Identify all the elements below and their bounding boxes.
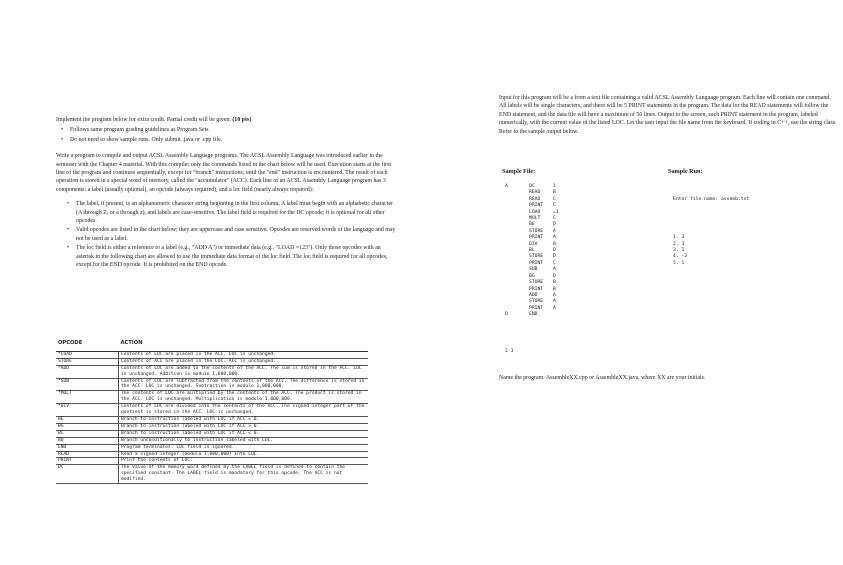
sample-file-arg: B — [553, 241, 556, 247]
sample-file-op: BE — [529, 222, 535, 228]
table-row — [56, 378, 368, 391]
opcode-cell: READ — [56, 451, 119, 458]
table-row — [56, 416, 368, 423]
sample-file-arg: C — [553, 203, 556, 209]
sample-file-op: PRINT — [529, 235, 544, 241]
points-label: (10 pts) — [232, 117, 252, 123]
table-row — [56, 430, 368, 437]
opcode-cell: BE — [56, 416, 119, 423]
opcode-table-body — [56, 351, 368, 483]
sample-file-op: READ — [529, 190, 541, 196]
opcode-cell: BU — [56, 437, 119, 444]
sample-file-heading: Sample File: — [502, 168, 536, 175]
sample-run-output-line: 5. 1 — [673, 260, 685, 266]
intro-bullet-1: • Follows same program grading guidelines as Program Sets — [56, 126, 396, 134]
sample-file-op: SUB — [529, 267, 538, 273]
sample-file-data — [505, 349, 513, 356]
table-row — [56, 451, 368, 458]
sample-run-heading: Sample Run: — [668, 168, 703, 175]
opcode-cell: BG — [56, 423, 119, 430]
table-row — [56, 358, 368, 365]
table-row — [56, 351, 368, 358]
sample-file-op: STORE — [529, 228, 544, 234]
table-row — [56, 458, 368, 465]
opcode-cell: DC — [56, 465, 119, 484]
action-cell: The contents of LOC are multiplied by the contents of the ACC. The product is stored in the ACC. LOC is unchanged. Multiplication is modulo 1,000,000. — [119, 391, 369, 404]
sample-file-op: PRINT — [529, 203, 544, 209]
sample-file-arg — [553, 312, 573, 318]
action-cell: Read a signed integer (modulo 1,000,000) into LOC. — [119, 451, 369, 458]
sample-file-op: BL — [529, 248, 535, 254]
data-line: 2 3 — [505, 349, 514, 354]
sample-file-arg: A — [553, 305, 556, 311]
sample-file-arg: A — [553, 267, 556, 273]
sample-run-output-line: 2. 3 — [673, 241, 685, 247]
left-column — [56, 116, 396, 271]
table-row — [56, 444, 368, 451]
sample-file-arg: 1 — [553, 184, 556, 189]
action-header: ACTION — [119, 339, 369, 351]
table-row — [56, 404, 368, 417]
sample-file-op: BG — [529, 273, 535, 279]
sample-file-op: END — [529, 312, 538, 318]
sample-run-output-line: 4. -2 — [673, 254, 688, 260]
label-bullet: • The label, if present, is an alphanumeric character string beginning in the first column. A label must begin with an alphabetic character (A through Z, or a through z), and labels are case-sensitive. The label field is required for the DC opcode; it is optional for all other opcodes. — [56, 200, 396, 225]
action-cell: Branch to instruction labeled with LOC if ACC < 0. — [119, 430, 369, 437]
action-cell: Branch unconditionally to instruction labeled with LOC. — [119, 437, 369, 444]
action-cell: Contents of LOC are divided into the contents of the ACC. The signed integer part of the quotient is stored in the ACC. LOC is unchanged. — [119, 404, 369, 417]
opcode-cell: PRINT — [56, 458, 119, 465]
action-cell: Contents of LOC are placed in the ACC. LOC is unchanged. — [119, 351, 369, 358]
sample-file-arg: D — [553, 222, 556, 228]
opcode-cell: *SUB — [56, 378, 119, 391]
sample-file-op: PRINT — [529, 260, 544, 266]
action-cell: The value of the memory word defined by the LABEL field is defined to contain the specified constant. The LABEL field is mandatory for this opcode. The ACC is not modified. — [119, 465, 369, 484]
table-row — [56, 365, 368, 378]
sample-run-output-line: 1. 3 — [673, 235, 685, 241]
sample-file-arg: D — [553, 248, 556, 254]
sample-file-op: MULT — [529, 216, 541, 222]
sample-run-prompt: Enter file name: assemb.txt — [673, 196, 750, 202]
sample-file-arg: C — [553, 196, 556, 202]
sample-file-op: READ — [529, 196, 541, 202]
input-description: Input for this program will be a from a text file containing a valid ACSL Assembly Language program. Each line will contain one command. All labels will be single characters, and there will be 5 PRINT statements in the program. The data for the READ statements will follow the END statement, and the data file will have a maximum of 50 lines. Output to the screen, each PRINT statement in the program, labeled numerically, with the current value of the listed LOC. Let the user input the file name from the keyboard. If coding in C++, use the string class. Refer to the sample output below. — [499, 95, 837, 135]
opcode-header: OPCODE — [56, 339, 119, 351]
action-cell: Branch to instruction labeled with LOC if ACC = 0. — [119, 416, 369, 423]
action-cell: Contents of LOC are subtracted from the contents of the ACC. The difference is stored in the ACC. LOC is unchanged. Subtraction is modulo 1,000,000. — [119, 378, 369, 391]
description-paragraph: Write a program to compile and output ACSL Assembly Language programs. The ACSL Assembly Language was introduced earlier in the semester with the Chapter 4 material. With this compiler only the commands listed in the chart below will be used. Execution starts at the first line of the program and continues sequentially, except for "branch" instructions, until the "end" instruction is encountered. The result of each operation is stored in a special word of memory, called the "accumulator" (ACC). Each line of an ACSL Assembly Language program has 3 components: a label (usually optional), an opcode (always required), and a loc field (nearly always required): — [56, 153, 392, 193]
action-cell: Contents of ACC are placed in the LOC. ACC is unchanged. — [119, 358, 369, 365]
sample-file-arg: A — [553, 299, 556, 305]
table-header-row — [56, 339, 368, 351]
sample-file-arg: A — [553, 235, 556, 241]
action-cell: Program terminates. LOC field is ignored. — [119, 444, 369, 451]
opcode-cell: *ADD — [56, 365, 119, 378]
table-row — [56, 465, 368, 484]
sample-file-op: LOAD — [529, 209, 541, 215]
opcode-cell: *LOAD — [56, 351, 119, 358]
sample-file-op: STORE — [529, 254, 544, 260]
sample-file-op: STORE — [529, 299, 544, 305]
opcode-cell: STORE — [56, 358, 119, 365]
sample-file-op: DIV — [529, 241, 538, 247]
table-row — [56, 391, 368, 404]
sample-file-op: STORE — [529, 280, 544, 286]
sample-file-arg: B — [553, 286, 556, 292]
sample-file-arg: B — [553, 280, 556, 286]
sample-file-op: PRINT — [529, 305, 544, 311]
sample-file-label: A — [505, 184, 508, 189]
sample-file-op: DC — [529, 184, 535, 189]
opcode-bullet: • Valid opcodes are listed in the chart below; they are uppercase and case sensitive. Opcodes are reserved words of the language and may not be used as a label. — [56, 226, 396, 243]
opcode-cell: END — [56, 444, 119, 451]
sample-file-arg: C — [553, 216, 556, 222]
sample-file-line — [505, 312, 645, 318]
sample-file-arg: B — [553, 190, 556, 196]
sample-run-output — [673, 184, 749, 274]
sample-file-arg: A — [553, 228, 556, 234]
sample-file-arg: D — [553, 254, 556, 260]
sample-file-arg: =1 — [553, 209, 559, 215]
action-cell: Print the contents of LOC. — [119, 458, 369, 465]
sample-run-results — [673, 235, 749, 267]
sample-file-arg: A — [553, 292, 556, 298]
table-row — [56, 423, 368, 430]
opcode-cell: *DIV — [56, 404, 119, 417]
action-cell: Branch to instruction labeled with LOC if ACC > 0. — [119, 423, 369, 430]
sample-file-listing — [505, 184, 645, 319]
opcode-cell: *MULT — [56, 391, 119, 404]
sample-file-arg: C — [553, 260, 556, 266]
faint-header-left — [60, 86, 61, 92]
opcode-table — [56, 339, 368, 484]
table-row — [56, 437, 368, 444]
intro-bullet-2: • Do not need to show sample runs. Only submit .java or .cpp file. — [56, 136, 396, 144]
opcode-cell: BL — [56, 430, 119, 437]
loc-bullet: • The loc field is either a reference to a label (e.g., "ADD A") or immediate data (e.g., "LOAD =123"). Only those opcodes with an asterisk in the following chart are allowed to use the immediate data format of the loc field. The loc field is required for all opcodes, except for the END opcode. It is prohibited on the END opcode. — [56, 244, 396, 269]
right-column — [499, 94, 839, 142]
sample-file-arg: D — [553, 273, 556, 279]
program-name-instruction: Name the program: AssembleXX.cpp or AssembleXX.java, where XX are your initials. — [499, 375, 706, 381]
sample-file-op: PRINT — [529, 286, 544, 292]
sample-file-label: D — [505, 312, 508, 318]
intro-line: Implement the program below for extra credit. Partial credit will be given. (10 pts) — [56, 117, 252, 123]
sample-file-op: ADD — [529, 292, 538, 298]
action-cell: Contents of LOC are added to the contents of the ACC. The sum is stored in the ACC. LOC is unchanged. Addition is modulo 1,000,000. — [119, 365, 369, 378]
sample-run-output-line: 3. 1 — [673, 248, 685, 253]
